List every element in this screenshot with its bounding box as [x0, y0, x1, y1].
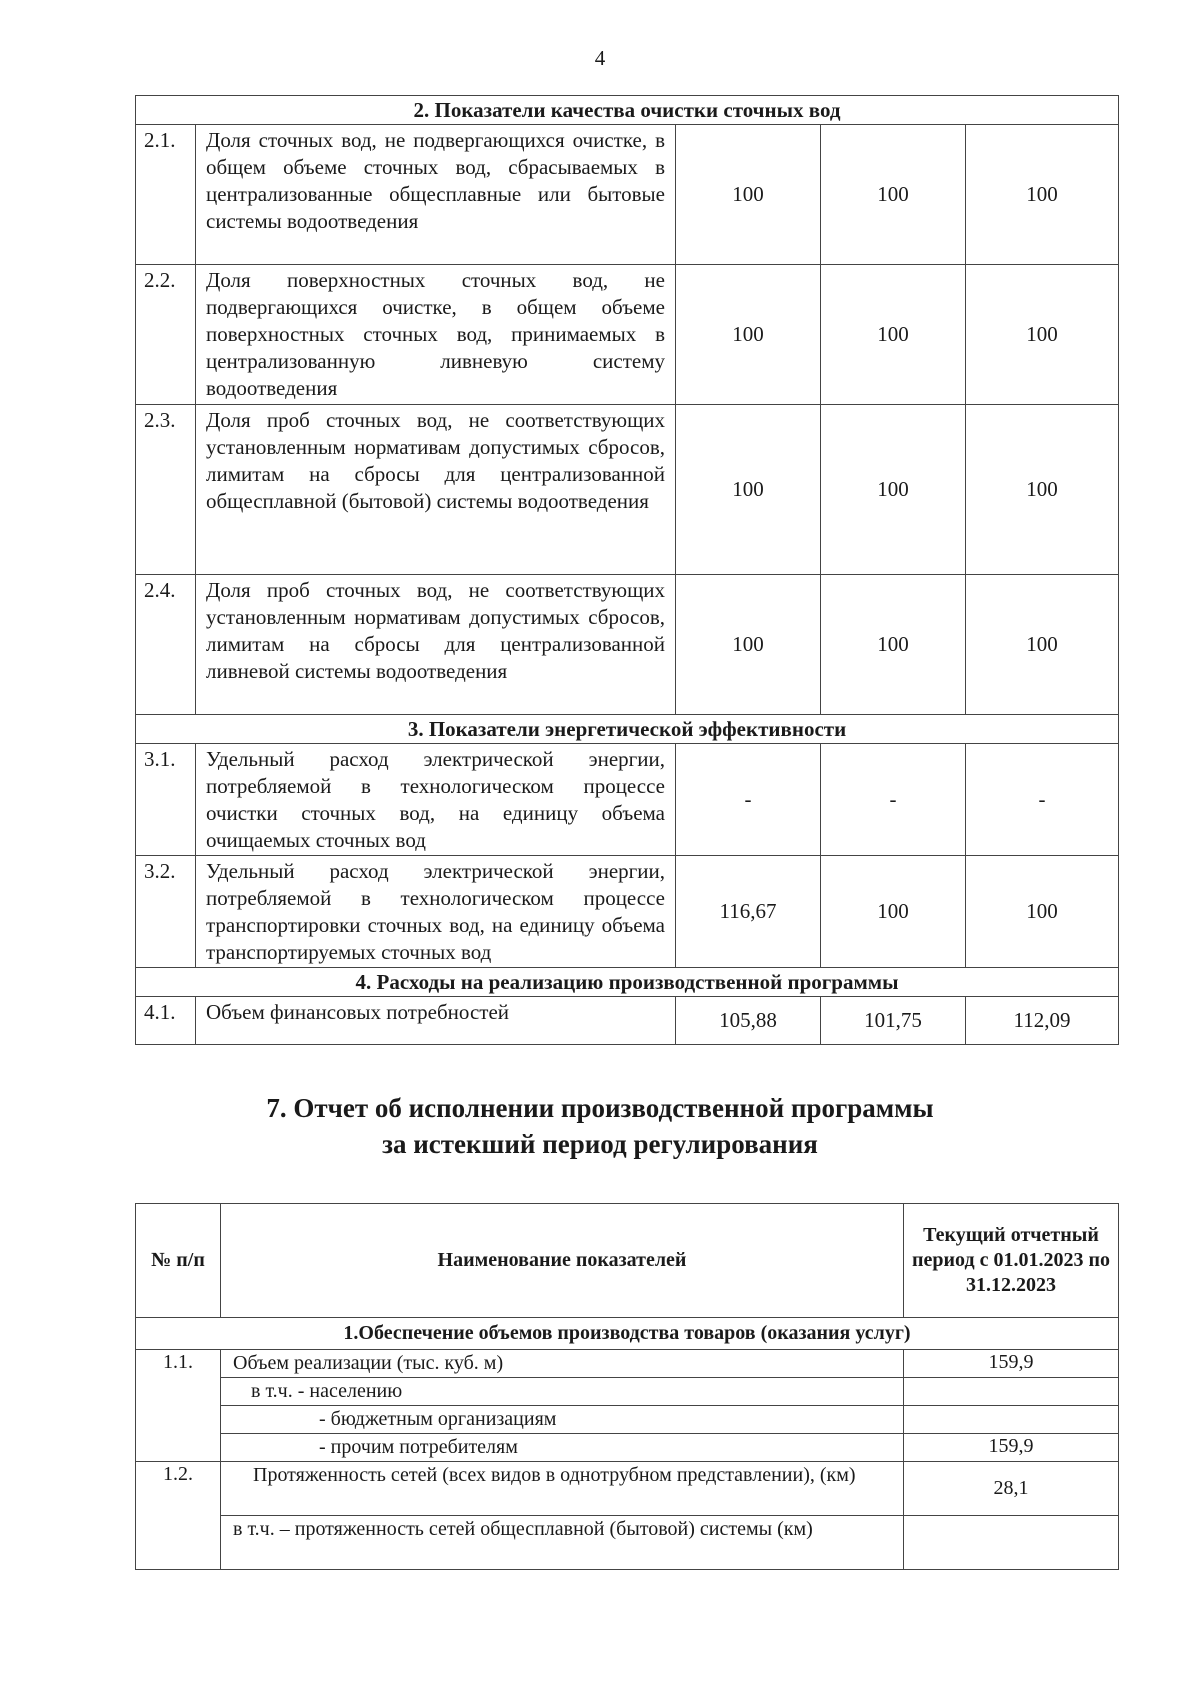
value-cell: 101,75 — [821, 997, 966, 1045]
section-row — [136, 968, 1119, 997]
indicator-name: в т.ч. – протяженность сетей общесплавной (бытовой) системы (км) — [221, 1516, 904, 1570]
indicator-name: Объем реализации (тыс. куб. м) — [221, 1350, 904, 1378]
value-cell — [904, 1516, 1119, 1570]
row-number: 3.1. — [136, 744, 196, 856]
value-cell: - — [821, 744, 966, 856]
table-row — [136, 1516, 1119, 1570]
value-cell: 100 — [676, 125, 821, 265]
section-title: 3. Показатели энергетической эффективности — [136, 715, 1119, 744]
table-row — [136, 856, 1119, 968]
section-title: 2. Показатели качества очистки сточных вод — [136, 96, 1119, 125]
indicator-name: Протяженность сетей (всех видов в однотрубном представлении), (км) — [221, 1462, 904, 1516]
page-number: 4 — [594, 46, 606, 70]
value-cell: 100 — [966, 125, 1119, 265]
indicator-name: Доля сточных вод, не подвергающихся очистке, в общем объеме сточных вод, сбрасываемых в централизованные общесплавные или бытовые системы водоотведения — [196, 125, 676, 265]
table-row — [136, 125, 1119, 265]
value-cell: 159,9 — [904, 1350, 1119, 1378]
indicator-name: в т.ч. - населению — [221, 1378, 904, 1406]
value-cell: 116,67 — [676, 856, 821, 968]
indicator-name: Доля поверхностных сточных вод, не подвергающихся очистке, в общем объеме поверхностных сточных вод, принимаемых в централизованную ливневую систему водоотведения — [196, 265, 676, 405]
title-line-2: за истекший период регулирования — [382, 1129, 818, 1159]
value-cell: 100 — [676, 405, 821, 575]
row-number: 1.2. — [136, 1462, 221, 1570]
indicator-name: - бюджетным организациям — [221, 1406, 904, 1434]
section-row — [136, 96, 1119, 125]
value-cell: - — [966, 744, 1119, 856]
value-cell: 105,88 — [676, 997, 821, 1045]
table-row — [136, 575, 1119, 715]
row-number: 4.1. — [136, 997, 196, 1045]
value-cell: 100 — [821, 856, 966, 968]
row-number: 3.2. — [136, 856, 196, 968]
row-number: 2.4. — [136, 575, 196, 715]
value-cell: 100 — [966, 856, 1119, 968]
value-cell — [904, 1406, 1119, 1434]
header-num: № п/п — [136, 1204, 221, 1318]
indicators-table — [135, 95, 1119, 1045]
indicator-name: Объем финансовых потребностей — [196, 997, 676, 1045]
table-row — [136, 265, 1119, 405]
value-cell: 28,1 — [904, 1462, 1119, 1516]
value-cell: - — [676, 744, 821, 856]
report-table — [135, 1203, 1119, 1570]
value-cell: 100 — [821, 575, 966, 715]
value-cell: 100 — [966, 265, 1119, 405]
row-number: 2.3. — [136, 405, 196, 575]
header-period: Текущий отчетный период с 01.01.2023 по 31.12.2023 — [904, 1204, 1119, 1318]
value-cell: 100 — [966, 575, 1119, 715]
table-row — [136, 1378, 1119, 1406]
table-row — [136, 1434, 1119, 1462]
row-number: 2.2. — [136, 265, 196, 405]
row-number: 2.1. — [136, 125, 196, 265]
indicator-name: Удельный расход электрической энергии, потребляемой в технологическом процессе транспортировки сточных вод, на единицу объема транспортируемых сточных вод — [196, 856, 676, 968]
value-cell: 100 — [676, 265, 821, 405]
table-row — [136, 1462, 1119, 1516]
value-cell — [904, 1378, 1119, 1406]
table-row — [136, 405, 1119, 575]
indicator-name: Удельный расход электрической энергии, потребляемой в технологическом процессе очистки сточных вод, на единицу объема очищаемых сточных вод — [196, 744, 676, 856]
title-line-1: 7. Отчет об исполнении производственной программы — [266, 1093, 934, 1123]
indicator-name: - прочим потребителям — [221, 1434, 904, 1462]
section-title: 1.Обеспечение объемов производства товаров (оказания услуг) — [136, 1318, 1119, 1350]
table-row — [136, 997, 1119, 1045]
header-name: Наименование показателей — [221, 1204, 904, 1318]
table-row — [136, 1406, 1119, 1434]
value-cell: 100 — [966, 405, 1119, 575]
value-cell: 100 — [821, 125, 966, 265]
indicator-name: Доля проб сточных вод, не соответствующих установленным нормативам допустимых сбросов, лимитам на сбросы для централизованной ливневой системы водоотведения — [196, 575, 676, 715]
value-cell: 159,9 — [904, 1434, 1119, 1462]
indicator-name: Доля проб сточных вод, не соответствующих установленным нормативам допустимых сбросов, лимитам на сбросы для централизованной общесплавной (бытовой) системы водоотведения — [196, 405, 676, 575]
section-title: 4. Расходы на реализацию производственной программы — [136, 968, 1119, 997]
value-cell: 100 — [821, 265, 966, 405]
value-cell: 100 — [676, 575, 821, 715]
report-section-title — [0, 1090, 1200, 1162]
table-row — [136, 744, 1119, 856]
header-row — [136, 1204, 1119, 1318]
value-cell: 100 — [821, 405, 966, 575]
value-cell: 112,09 — [966, 997, 1119, 1045]
row-number: 1.1. — [136, 1350, 221, 1462]
table-row — [136, 1350, 1119, 1378]
section-row — [136, 1318, 1119, 1350]
section-row — [136, 715, 1119, 744]
